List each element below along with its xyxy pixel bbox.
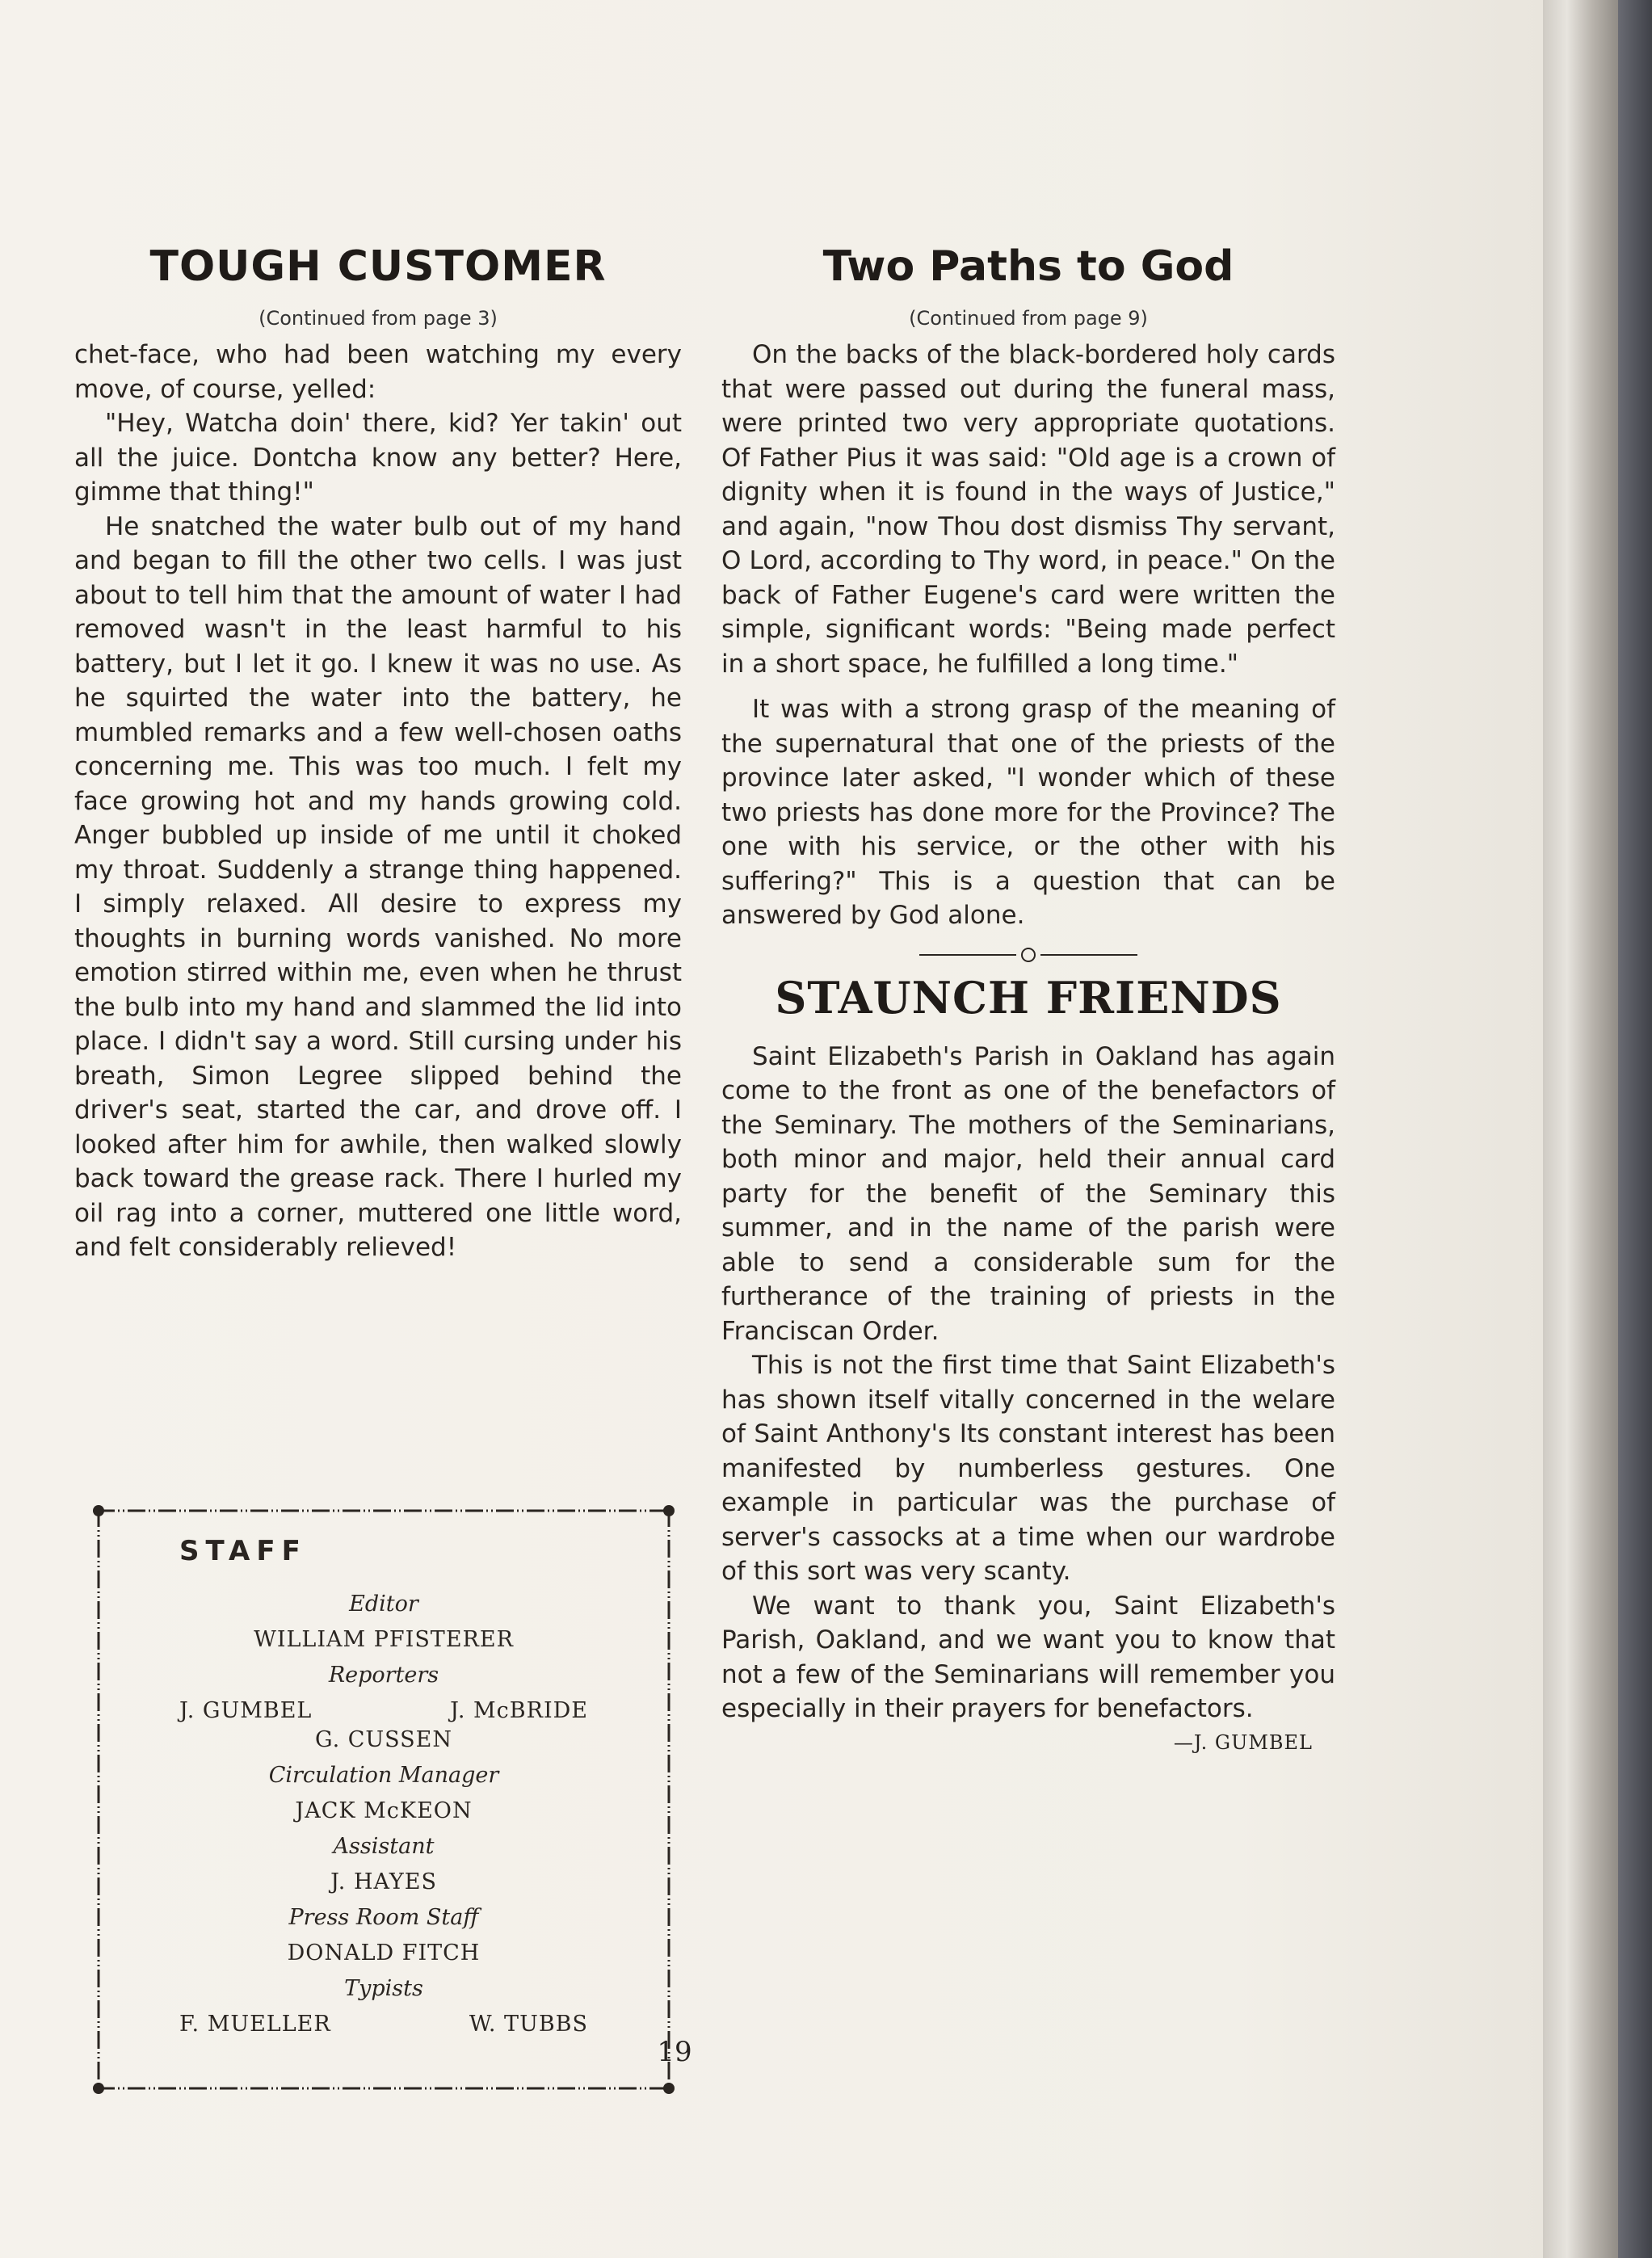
role-label: Reporters bbox=[328, 1663, 439, 1688]
paragraph: On the backs of the black-bordered holy cards that were passed out during the funeral mass, were printed two very appropriate quotations. Of Father Pius it was said: "Old age is a crown of dignity when it is found in the ways of Justice," and again, "now Thou dost dismiss Thy servant, O Lord, according to Thy word, in peace." On the back of Father Eugene's card were written the simple, significant words: "Being made perfect in a short space, he fulfilled a long time." bbox=[721, 340, 1335, 679]
paragraph: It was with a strong grasp of the meaning of the supernatural that one of the priests of the province later asked, "I wonder which of these two priests has done more for the Province? The one with his service, or the other with his suffering?" This is a question that can be answered by God alone. bbox=[721, 695, 1335, 930]
author-signature: —J. GUMBEL bbox=[1173, 1730, 1313, 1754]
continued-note: (Continued from page 3) bbox=[259, 307, 498, 330]
divider-ornament bbox=[1021, 948, 1036, 962]
staff-name: F. MUELLER bbox=[179, 2012, 331, 2037]
section-divider bbox=[721, 948, 1335, 962]
staff-title: STAFF bbox=[179, 1535, 307, 1567]
divider-line bbox=[1040, 954, 1137, 956]
paragraph: This is not the first time that Saint Elizabeth's has shown itself vitally concerned in the welare of Saint Anthony's Its constant interest has been manifested by numberless gestures. One example in particular was the purchase of server's cassocks at a time when our wardrobe of this sort was very scanty. bbox=[721, 1351, 1335, 1586]
page-number: 19 bbox=[657, 2036, 692, 2068]
role-label: Editor bbox=[349, 1592, 418, 1617]
staff-box bbox=[90, 1503, 677, 2096]
article-staunch-friends bbox=[721, 972, 1335, 1754]
role-label: Press Room Staff bbox=[288, 1905, 479, 1930]
book-page-edge bbox=[1543, 0, 1652, 2258]
staff-name: WILLIAM PFISTERER bbox=[254, 1627, 514, 1652]
article-body bbox=[721, 1040, 1335, 1726]
staff-name: DONALD FITCH bbox=[287, 1941, 481, 1966]
article-title: TOUGH CUSTOMER bbox=[149, 242, 607, 291]
role-label: Circulation Manager bbox=[268, 1763, 499, 1788]
divider-line bbox=[919, 954, 1016, 956]
staff-name: W. TUBBS bbox=[469, 2012, 588, 2037]
role-label: Typists bbox=[344, 1976, 423, 2001]
article-tough-customer bbox=[74, 242, 682, 1265]
staff-name: JACK McKEON bbox=[295, 1798, 473, 1823]
staff-listing bbox=[115, 1535, 653, 2042]
staff-name: J. GUMBEL bbox=[179, 1698, 313, 1723]
paragraph: "Hey, Watcha doin' there, kid? Yer takin' out all the juice. Dontcha know any better? Here, gimme that thing!" bbox=[74, 409, 682, 507]
staff-name: G. CUSSEN bbox=[314, 1727, 453, 1752]
article-title: STAUNCH FRIENDS bbox=[775, 971, 1282, 1024]
article-body bbox=[721, 338, 1335, 933]
staff-name: J. HAYES bbox=[330, 1869, 437, 1894]
paragraph: We want to thank you, Saint Elizabeth's Parish, Oakland, and we want you to know that not a few of the Seminarians will remember you especially in their prayers for benefactors. bbox=[721, 1591, 1335, 1723]
paragraph: Saint Elizabeth's Parish in Oakland has again come to the front as one of the benefactors of the Seminary. The mothers of the Seminarians, both minor and major, held their annual card party for the benefit of the Seminary this summer, and in the name of the parish were able to send a considerable sum for the furtherance of the training of priests in the Franciscan Order. bbox=[721, 1041, 1335, 1346]
right-column bbox=[721, 242, 1335, 1754]
role-label: Assistant bbox=[333, 1834, 435, 1859]
staff-name-row bbox=[115, 2007, 653, 2042]
paragraph: chet-face, who had been watching my every move, of course, yelled: bbox=[74, 340, 682, 404]
paragraph: He snatched the water bulb out of my hand and began to fill the other two cells. I was just about to tell him that the amount of water I had removed wasn't in the least harmful to his battery, but I let it go. I knew it was no use. As he squirted the water into the battery, he mumbled remarks and a few well-chosen oaths concerning me. This was too much. I felt my face growing hot and my hands growing cold. Anger bubbled up inside of me until it choked my throat. Suddenly a strange thing happened. I simply relaxed. All desire to express my thoughts in burning words vanished. No more emotion stirred within me, even when he thrust the bulb into my hand and slammed the lid into place. I didn't say a word. Still cursing under his breath, Simon Legree slipped behind the driver's seat, started the car, and drove off. I looked after him for awhile, then walked slowly back toward the grease rack. There I hurled my oil rag into a corner, muttered one little word, and felt considerably relieved! bbox=[74, 511, 682, 1262]
continued-note: (Continued from page 9) bbox=[909, 307, 1148, 330]
article-two-paths bbox=[721, 242, 1335, 933]
staff-name: J. McBRIDE bbox=[450, 1698, 588, 1723]
article-title: Two Paths to God bbox=[822, 242, 1234, 291]
article-body bbox=[74, 338, 682, 1265]
